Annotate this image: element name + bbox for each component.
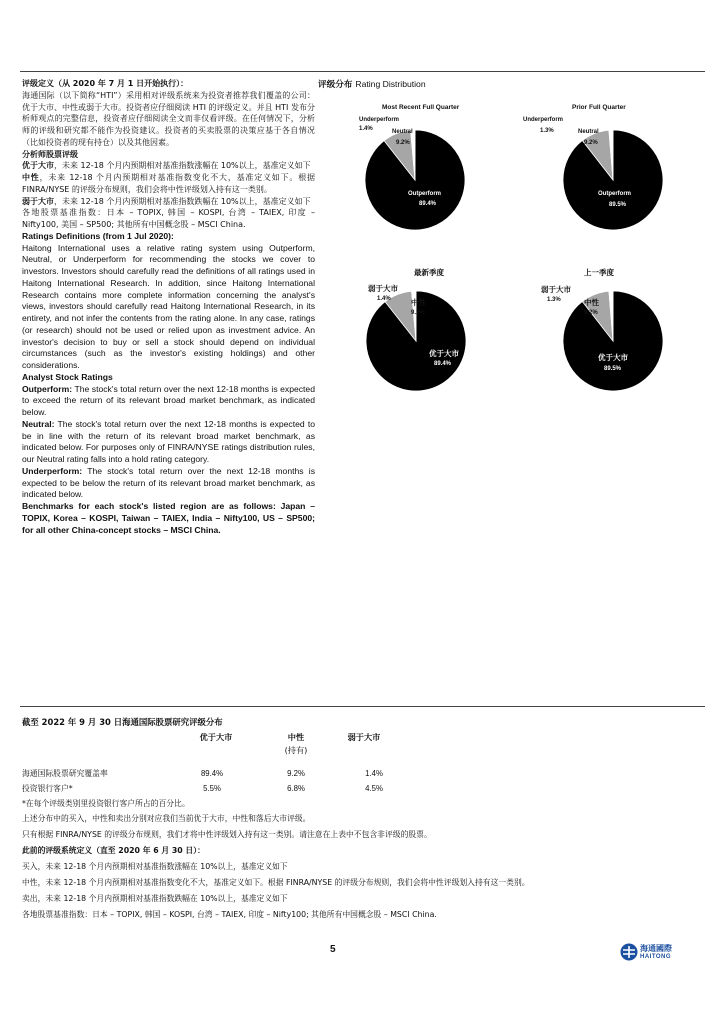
section-rule (20, 706, 705, 707)
note-line: 中性，未来 12-18 个月内预期相对基准指数变化不大，基准定义如下。根据 FINRA/NYSE 的评级分布规则，我们会将中性评级划入持有这一类别。 (22, 878, 530, 887)
note-line: 买入，未来 12-18 个月内预期相对基准指数涨幅在 10%以上，基准定义如下 (22, 862, 288, 871)
outperform-label: Outperform (408, 191, 441, 197)
table-cell: 1.4% (365, 769, 383, 778)
underperform-value: 1.4% (377, 296, 391, 302)
neutral-label: 中性 (584, 298, 599, 307)
neutral-label: Neutral (578, 129, 599, 135)
table-cell: 89.4% (200, 769, 224, 778)
col-header-hold: (持有) (284, 745, 308, 755)
neutral-label: Neutral (392, 129, 413, 135)
ratings-definitions-title: Ratings Definitions (from 1 Jul 2020): (22, 230, 174, 241)
neutral-label: 中性 (411, 298, 426, 307)
table-cell: 5.5% (203, 784, 221, 793)
neutral-value: 9.2% (584, 140, 598, 146)
analyst-stock-ratings-title: Analyst Stock Ratings (22, 371, 113, 382)
outperform-cn: 优于大市，未来 12-18 个月内预期相对基准指数涨幅在 10%以上，基准定义如下 (22, 161, 311, 171)
logo-text-en: HAITONG (640, 954, 672, 960)
definitions-body: 海通国际（以下简称“HTI”）采用相对评级系统来为投资者推荐我们覆盖的公司：优于大市、中性或弱于大市。投资者应仔细阅读 HTI 的评级定义。并且 HTI 发布分析师观点的完整信息，投资者应仔细阅读全文而非仅看评级。在任何情况下，分析师的评级和研究都不能作为投资建议。投资者的买卖股票的决策应基于各自情况（比如投资者的现有持仓）以及其他因素。 (22, 90, 315, 147)
neutral-cn: 中性，未来 12-18 个月内预期相对基准指数变化不大，基准定义如下。根据 FINRA/NYSE 的评级分布规则，我们会将中性评级划入持有这一类别。 (22, 173, 315, 194)
rating-distribution-title: 评级分布 Rating Distribution (318, 79, 426, 90)
benchmark-cn: 各地股票基准指数：日本 – TOPIX, 韩国 – KOSPI, 台湾 – TAIEX, 印度 – Nifty100, 美国 – SP500; 其他所有中国概念股 – MSCI China. (22, 208, 315, 229)
pie-title: Prior Full Quarter (572, 104, 626, 111)
col-header-underperform: 弱于大市 (347, 732, 381, 742)
table-cell: 6.8% (287, 784, 305, 793)
haitong-logo-icon (620, 943, 638, 961)
underperform-label: 弱于大市 (541, 285, 571, 294)
neutral-value: 9.2% (411, 310, 425, 316)
pie-title: Most Recent Full Quarter (382, 104, 460, 111)
note-line: *在每个评级类别里投资银行客户所占的百分比。 (22, 799, 190, 808)
outperform-value: 89.5% (604, 366, 622, 372)
outperform-value: 89.4% (434, 361, 452, 367)
underperform-value: 1.3% (547, 297, 561, 303)
col-header-outperform: 优于大市 (199, 732, 233, 742)
table-row-label: 投资银行客户* (22, 784, 73, 793)
outperform-value: 89.4% (419, 201, 437, 207)
neutral-en: Neutral: The stock's total return over the next 12-18 months is expected to be in line with the return of its relevant broad market benchmark, as indicated below. For purposes only of FINRA/NYSE ratings distribution rules, our Neutral rating falls into a hold rating category. (22, 418, 315, 464)
pie-chart-prior-quarter (522, 122, 682, 232)
underperform-value: 1.4% (359, 126, 373, 132)
underperform-en: Underperform: The stock's total return over the next 12-18 months is expected to be below the return of its relevant broad market benchmark, as indicated below. (22, 465, 315, 500)
logo-text-cn: 海通國際 (640, 944, 672, 953)
underperform-label: Underperform (359, 117, 400, 123)
table-cell: 4.5% (365, 784, 383, 793)
col-header-neutral: 中性 (287, 732, 305, 742)
neutral-value: 9.2% (584, 310, 598, 316)
ratings-definitions-body: Haitong International uses a relative rating system using Outperform, Neutral, or Underperform for recommending the stocks we cover to investors. Investors should carefully read the definitions of all ratings used in Haitong International Research. In addition, since Haitong International Research contains more complete information concerning the analyst's views, investors should carefully read Haitong International Research, in its entirety, and not infer the contents from the rating alone. In any case, ratings (or research) should not be used or relied upon as investment advice. An investor's decision to buy or sell a stock should depend on individual circumstances (such as the investor's existing holdings) and other considerations. (22, 242, 315, 370)
note-line: 各地股票基准指数：日本 – TOPIX, 韩国 – KOSPI, 台湾 – TAIEX, 印度 – Nifty100; 其他所有中国概念股 – MSCI China. (22, 910, 437, 919)
definitions-title: 评级定义（从 2020 年 7 月 1 日开始执行）： (22, 79, 189, 88)
prior-system-title: 此前的评级系统定义（直至 2020 年 6 月 30 日）： (22, 846, 205, 855)
pie-title: 最新季度 (414, 268, 444, 277)
outperform-label: Outperform (598, 191, 631, 197)
page-number: 5 (330, 944, 336, 955)
note-line: 只有根据 FINRA/NYSE 的评级分布规则，我们才将中性评级划入持有这一类别。请注意在上表中不包含非评级的股票。 (22, 830, 432, 839)
note-line: 卖出，未来 12-18 个月内预期相对基准指数跌幅在 10%以上，基准定义如下 (22, 894, 288, 903)
neutral-value: 9.2% (396, 140, 410, 146)
underperform-value: 1.3% (540, 128, 554, 134)
outperform-value: 89.5% (609, 202, 627, 208)
underperform-label: 弱于大市 (368, 284, 398, 293)
table-row-label: 海通国际股票研究覆盖率 (22, 769, 108, 778)
pie-title: 上一季度 (584, 268, 614, 277)
note-line: 上述分布中的买入，中性和卖出分别对应我们当前优于大市，中性和落后大市评级。 (22, 814, 311, 823)
distribution-table-title: 截至 2022 年 9 月 30 日海通国际股票研究评级分布 (22, 717, 223, 727)
benchmark-en: Benchmarks for each stock's listed region are as follows: Japan – TOPIX, Korea – KOSPI, Taiwan – TAIEX, India – Nifty100, US – SP500; for all other China-concept stocks – MSCI China. (22, 501, 315, 535)
analyst-rating-title: 分析师股票评级 (22, 149, 78, 159)
outperform-label: 优于大市 (598, 353, 628, 362)
underperform-label: Underperform (523, 117, 564, 123)
outperform-label: 优于大市 (429, 349, 459, 358)
table-cell: 9.2% (287, 769, 305, 778)
outperform-en: Outperform: The stock's total return over the next 12-18 months is expected to exceed the return of its relevant broad market benchmark, as indicated below. (22, 383, 315, 417)
pie-chart-most-recent (339, 122, 481, 232)
underperform-cn: 弱于大市，未来 12-18 个月内预期相对基准指数跌幅在 10%以上，基准定义如下 (22, 196, 311, 206)
top-rule (20, 71, 705, 72)
pie-chart-latest-quarter-cn (340, 284, 480, 399)
definitions-column (22, 78, 315, 536)
